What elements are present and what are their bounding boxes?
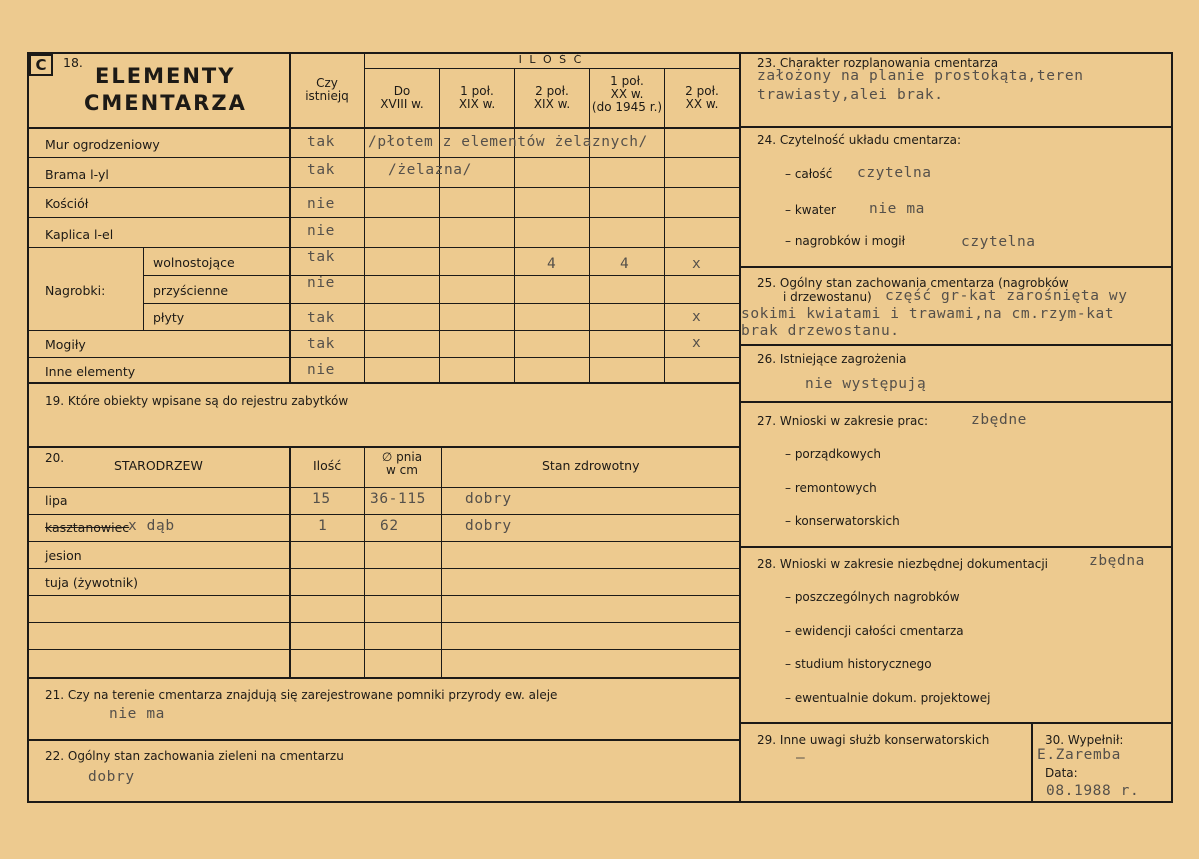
rule: [739, 401, 1173, 403]
rule: [27, 330, 739, 331]
czy-value: tak: [307, 249, 335, 265]
period-header: 1 poł. XIX w.: [458, 84, 496, 111]
rule: [27, 357, 739, 358]
rule: [27, 446, 739, 448]
section-24-item: – kwater: [785, 203, 836, 217]
tree-ilosc: 15: [312, 491, 331, 507]
section-30-date: 08.1988 r.: [1046, 783, 1140, 799]
rule: [143, 275, 739, 276]
section-26-label: 26. Istniejące zagrożenia: [757, 352, 907, 366]
section-24-label: 24. Czytelność układu cmentarza:: [757, 133, 962, 147]
tree-stan: dobry: [465, 518, 512, 534]
col-stan-zdrowotny: Stan zdrowotny: [542, 458, 640, 473]
section-24-value: nie ma: [869, 201, 925, 217]
czy-value: nie: [307, 275, 335, 291]
rule: [27, 187, 739, 188]
section-27-item: – remontowych: [785, 481, 877, 495]
rule: [27, 801, 1173, 803]
section-24-value: czytelna: [961, 234, 1036, 250]
rule: [27, 487, 739, 488]
form-letter-box: C: [29, 54, 53, 76]
section-23-text: trawiasty,alei brak.: [757, 87, 944, 103]
wolnostojace-value: 4: [620, 256, 630, 272]
czy-value: nie: [307, 223, 335, 239]
rule: [27, 52, 29, 803]
czy-value: tak: [307, 336, 335, 352]
tree-overtype: x dąb: [128, 518, 175, 534]
tree-stan: dobry: [465, 491, 512, 507]
section-30-date-label: Data:: [1045, 766, 1078, 780]
rule: [739, 546, 1173, 548]
section-24-item: – całość: [785, 167, 833, 181]
section-27-item: – porządkowych: [785, 447, 881, 461]
rule: [1031, 722, 1033, 802]
row-label-brama: Brama l-yl: [45, 167, 109, 182]
section-27-value: zbędne: [971, 412, 1027, 428]
row-label-inne: Inne elementy: [45, 364, 136, 379]
section-30-label: 30. Wypełnił:: [1045, 733, 1124, 747]
rule: [364, 68, 739, 69]
section-21-value: nie ma: [109, 706, 165, 722]
rule: [1171, 52, 1173, 803]
czy-value: tak: [307, 162, 335, 178]
rule: [27, 622, 739, 623]
czy-value: tak: [307, 134, 335, 150]
mur-note: /płotem z elementów żelaznych/: [368, 134, 648, 150]
rule: [27, 677, 739, 679]
rule: [589, 68, 590, 383]
section-27-label: 27. Wnioski w zakresie prac:: [757, 414, 929, 428]
rule: [27, 52, 739, 54]
rule: [739, 52, 741, 803]
section-22-value: dobry: [88, 769, 135, 785]
tree-name: tuja (żywotnik): [45, 575, 139, 590]
section-25-text: sokimi kwiatami i trawami,na cm.rzym-kat: [741, 306, 1115, 322]
tree-name: lipa: [45, 493, 68, 508]
rule: [739, 126, 1173, 128]
rule: [739, 344, 1173, 346]
rule: [27, 127, 739, 129]
rule: [739, 722, 1173, 724]
section-25-label: 25. Ogólny stan zachowania cmentarza (nagrobków: [757, 276, 1069, 290]
rule: [27, 514, 739, 515]
rule: [27, 382, 739, 384]
tree-ilosc: 1: [318, 518, 328, 534]
section-30-name: E.Zaremba: [1037, 747, 1121, 763]
wolnostojace-value: 4: [547, 256, 557, 272]
section-25-text: część gr-kat zarośnięta wy: [885, 288, 1128, 304]
period-header: Do XVIII w.: [380, 84, 424, 111]
period-header: 2 poł. XIX w.: [533, 84, 571, 111]
section-18-title-1: ELEMENTY: [95, 64, 236, 88]
section-26-value: nie występują: [805, 376, 927, 392]
rule: [143, 247, 144, 331]
section-28-item: – ewentualnie dokum. projektowej: [785, 691, 991, 705]
section-25-text: brak drzewostanu.: [741, 323, 900, 339]
rule: [27, 247, 739, 248]
rule: [514, 68, 515, 383]
section-25-label: i drzewostanu): [783, 290, 872, 304]
section-29-value: –: [796, 750, 806, 766]
period-header: 1 poł. XX w. (do 1945 r.): [591, 74, 663, 114]
tree-pnia: 62: [380, 518, 399, 534]
section-28-item: – ewidencji całości cmentarza: [785, 624, 964, 638]
rule: [27, 568, 739, 569]
rule: [439, 68, 440, 383]
rule: [289, 446, 291, 678]
row-label-plyty: płyty: [153, 310, 185, 325]
period-header: 2 poł. XX w.: [685, 84, 719, 111]
ilosc-header: I L O Ś Ć: [518, 53, 584, 66]
section-28-value: zbędna: [1089, 553, 1145, 569]
czy-value: nie: [307, 196, 335, 212]
rule: [27, 649, 739, 650]
rule: [664, 68, 665, 383]
section-20-title: STARODRZEW: [114, 458, 203, 473]
row-label-kaplica: Kaplica l-el: [45, 227, 114, 242]
rule: [27, 739, 739, 741]
rule: [441, 446, 442, 678]
rule: [27, 157, 739, 158]
col-pnia: ∅ pnia w cm: [381, 450, 423, 477]
brama-note: /żelazna/: [388, 162, 472, 178]
row-label-mogily: Mogiły: [45, 337, 86, 352]
row-label-mur: Mur ogrodzeniowy: [45, 137, 160, 152]
section-23-text: założony na planie prostokąta,teren: [757, 68, 1084, 84]
tree-name: jesion: [45, 548, 82, 563]
section-28-label: 28. Wnioski w zakresie niezbędnej dokumentacji: [757, 557, 1048, 571]
rule: [27, 595, 739, 596]
tree-pnia: 36-115: [370, 491, 426, 507]
section-20-number: 20.: [45, 451, 65, 465]
col-ilosc: Ilość: [313, 458, 342, 473]
row-label-przyscienne: przyścienne: [153, 283, 229, 298]
section-21-label: 21. Czy na terenie cmentarza znajdują się zarejestrowane pomniki przyrody ew. aleje: [45, 688, 558, 702]
section-27-item: – konserwatorskich: [785, 514, 900, 528]
section-18-number: 18.: [63, 55, 83, 70]
rule: [143, 303, 739, 304]
section-22-label: 22. Ogólny stan zachowania zieleni na cmentarzu: [45, 749, 344, 763]
tree-name: kasztanowiec: [45, 520, 130, 535]
section-19-label: 19. Które obiekty wpisane są do rejestru zabytków: [45, 394, 349, 408]
rule: [27, 541, 739, 542]
mogily-x: x: [692, 335, 702, 351]
rule: [27, 217, 739, 218]
czy-value: tak: [307, 310, 335, 326]
section-24-item: – nagrobków i mogił: [785, 234, 906, 248]
plyty-x: x: [692, 309, 702, 325]
wolnostojace-value: x: [692, 256, 702, 272]
section-28-item: – poszczególnych nagrobków: [785, 590, 960, 604]
section-23-label: 23. Charakter rozplanowania cmentarza: [757, 56, 999, 70]
rule: [739, 266, 1173, 268]
row-label-wolnostojace: wolnostojące: [153, 255, 235, 270]
rule: [739, 52, 1173, 54]
row-label-kosciol: Kościół: [45, 196, 89, 211]
row-label-nagrobki: Nagrobki:: [45, 283, 106, 298]
col-czy-istnieje: Czy istniejq: [305, 76, 349, 103]
section-24-value: czytelna: [857, 165, 932, 181]
section-18-title-2: CMENTARZA: [84, 91, 247, 115]
section-29-label: 29. Inne uwagi służb konserwatorskich: [757, 733, 990, 747]
section-28-item: – studium historycznego: [785, 657, 932, 671]
czy-value: nie: [307, 362, 335, 378]
rule: [364, 446, 365, 678]
